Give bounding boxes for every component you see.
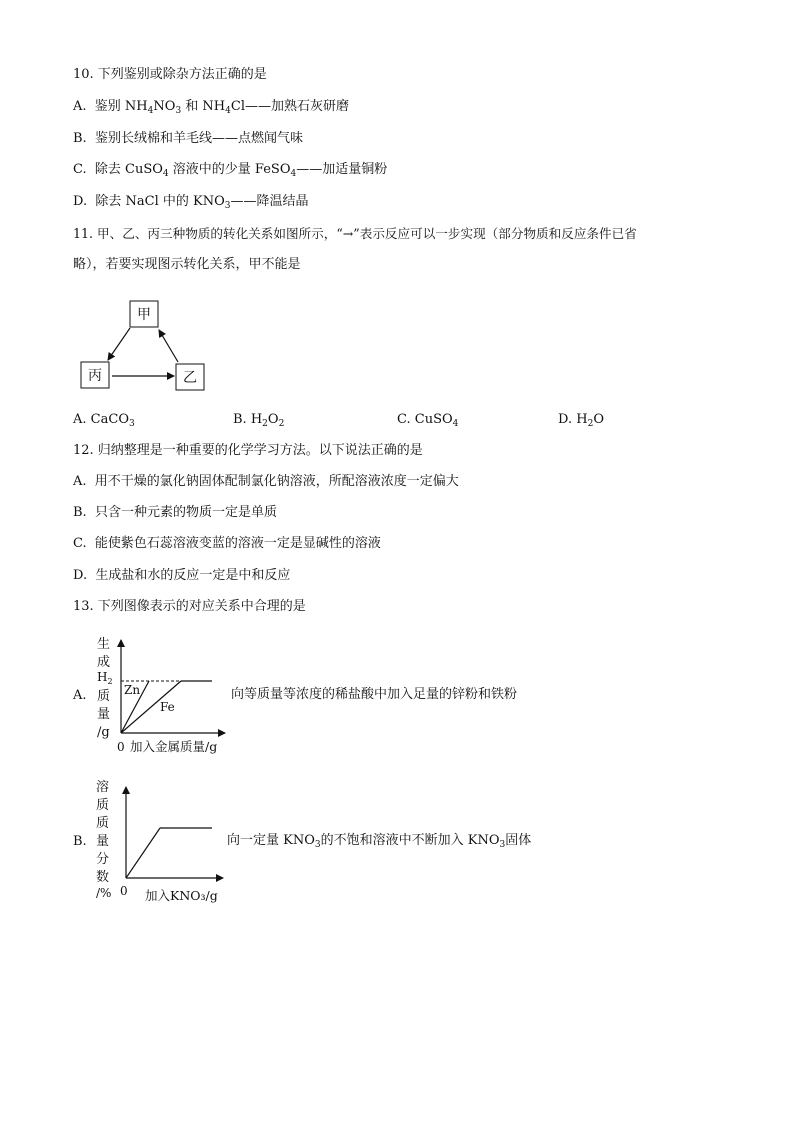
q11-option-c: C. CuSO$_4$ bbox=[397, 412, 459, 429]
q12-option-b: B. 只含一种元素的物质一定是单质 bbox=[73, 505, 277, 520]
graph-a-ylabel-3: 质 bbox=[97, 689, 111, 704]
q11-stem-line1: 11. 甲、乙、丙三种物质的转化关系如图所示，“→”表示反应可以一步实现（部分物质和反应条件已省 bbox=[73, 226, 637, 241]
q10-option-b: B. 鉴别长绒棉和羊毛线——点燃闻气味 bbox=[73, 131, 303, 146]
graph-b-ylabel-5: 数 bbox=[96, 870, 110, 885]
arrow-top-to-left bbox=[108, 328, 130, 360]
q13-option-a-desc: 向等质量等浓度的稀盐酸中加入足量的锌粉和铁粉 bbox=[231, 687, 518, 702]
q11-option-d: D. $H_2O$ bbox=[558, 412, 604, 429]
graph-b-ylabel-3: 量 bbox=[96, 834, 110, 849]
q13-graph-a bbox=[93, 630, 243, 760]
graph-b-origin: 0 bbox=[120, 884, 128, 898]
graph-b-ylabel-2: 质 bbox=[96, 816, 110, 831]
option-label: A. bbox=[73, 99, 87, 114]
graph-b-rise bbox=[126, 828, 160, 878]
graph-a-xlabel: 加入金属质量/g bbox=[130, 739, 218, 754]
graph-a-ylabel-2: $H_2$ bbox=[97, 670, 113, 686]
option-label: B. bbox=[73, 131, 87, 146]
q12-option-d: D. 生成盐和水的反应一定是中和反应 bbox=[73, 568, 291, 583]
graph-a-ylabel-4: 量 bbox=[97, 707, 111, 722]
graph-b-ylabel-4: 分 bbox=[96, 852, 110, 867]
graph-b-ylabel-0: 溶 bbox=[96, 780, 110, 795]
q13-stem: 13. 下列图像表示的对应关系中合理的是 bbox=[73, 599, 306, 614]
q10-option-d: D. 除去 NaCl 中的 $KNO_3——$降温结晶 bbox=[73, 194, 309, 211]
graph-a-origin: 0 bbox=[117, 740, 125, 754]
q10-stem: 10. 下列鉴别或除杂方法正确的是 bbox=[73, 67, 267, 82]
q13-option-b-desc: 向一定量 $KNO_3$的不饱和溶液中不断加入 $KNO_3$固体 bbox=[227, 833, 532, 850]
q10-option-c: C. 除去 CuSO$_4$ 溶液中的少量 FeSO$_4$——加适量铜粉 bbox=[73, 162, 388, 179]
q11-option-a: A. CaCO$_3$ bbox=[73, 412, 135, 429]
q12-option-a: A. 用不干燥的氯化钠固体配制氯化钠溶液，所配溶液浓度一定偏大 bbox=[73, 474, 459, 489]
graph-a-ylabel-1: 成 bbox=[97, 655, 111, 670]
q12-stem: 12. 归纳整理是一种重要的化学学习方法。以下说法正确的是 bbox=[73, 443, 423, 458]
option-label: C. bbox=[73, 162, 87, 177]
q13-graph-b bbox=[93, 775, 228, 910]
option-label: D. bbox=[73, 194, 88, 209]
graph-b-xlabel: 加入KNO₃/g bbox=[145, 888, 218, 903]
box-right-label: 乙 bbox=[183, 370, 197, 386]
arrow-right-to-top bbox=[159, 330, 178, 362]
graph-a-zn-label: Zn bbox=[124, 683, 141, 697]
q13-option-b-label: B. bbox=[73, 834, 87, 849]
q13-option-a-label: A. bbox=[73, 688, 87, 703]
q11-transformation-diagram bbox=[78, 298, 213, 393]
q12-option-c: C. 能使紫色石蕊溶液变蓝的溶液一定是显碱性的溶液 bbox=[73, 536, 381, 551]
q10-option-a: A. 鉴别 $NH_4NO_3$ 和 $NH_4Cl——$加熟石灰研磨 bbox=[73, 99, 349, 116]
graph-b-ylabel-6: /% bbox=[96, 886, 112, 900]
graph-b-ylabel-1: 质 bbox=[96, 798, 110, 813]
graph-a-ylabel-0: 生 bbox=[97, 637, 111, 652]
box-top-label: 甲 bbox=[137, 307, 151, 323]
box-left-label: 丙 bbox=[88, 368, 102, 384]
graph-a-fe-label: Fe bbox=[160, 700, 175, 714]
q11-stem-line2: 略），若要实现图示转化关系，甲不能是 bbox=[73, 257, 301, 272]
q11-option-b: B. $H_2O_2$ bbox=[233, 412, 285, 429]
graph-a-ylabel-5: /g bbox=[97, 725, 110, 740]
